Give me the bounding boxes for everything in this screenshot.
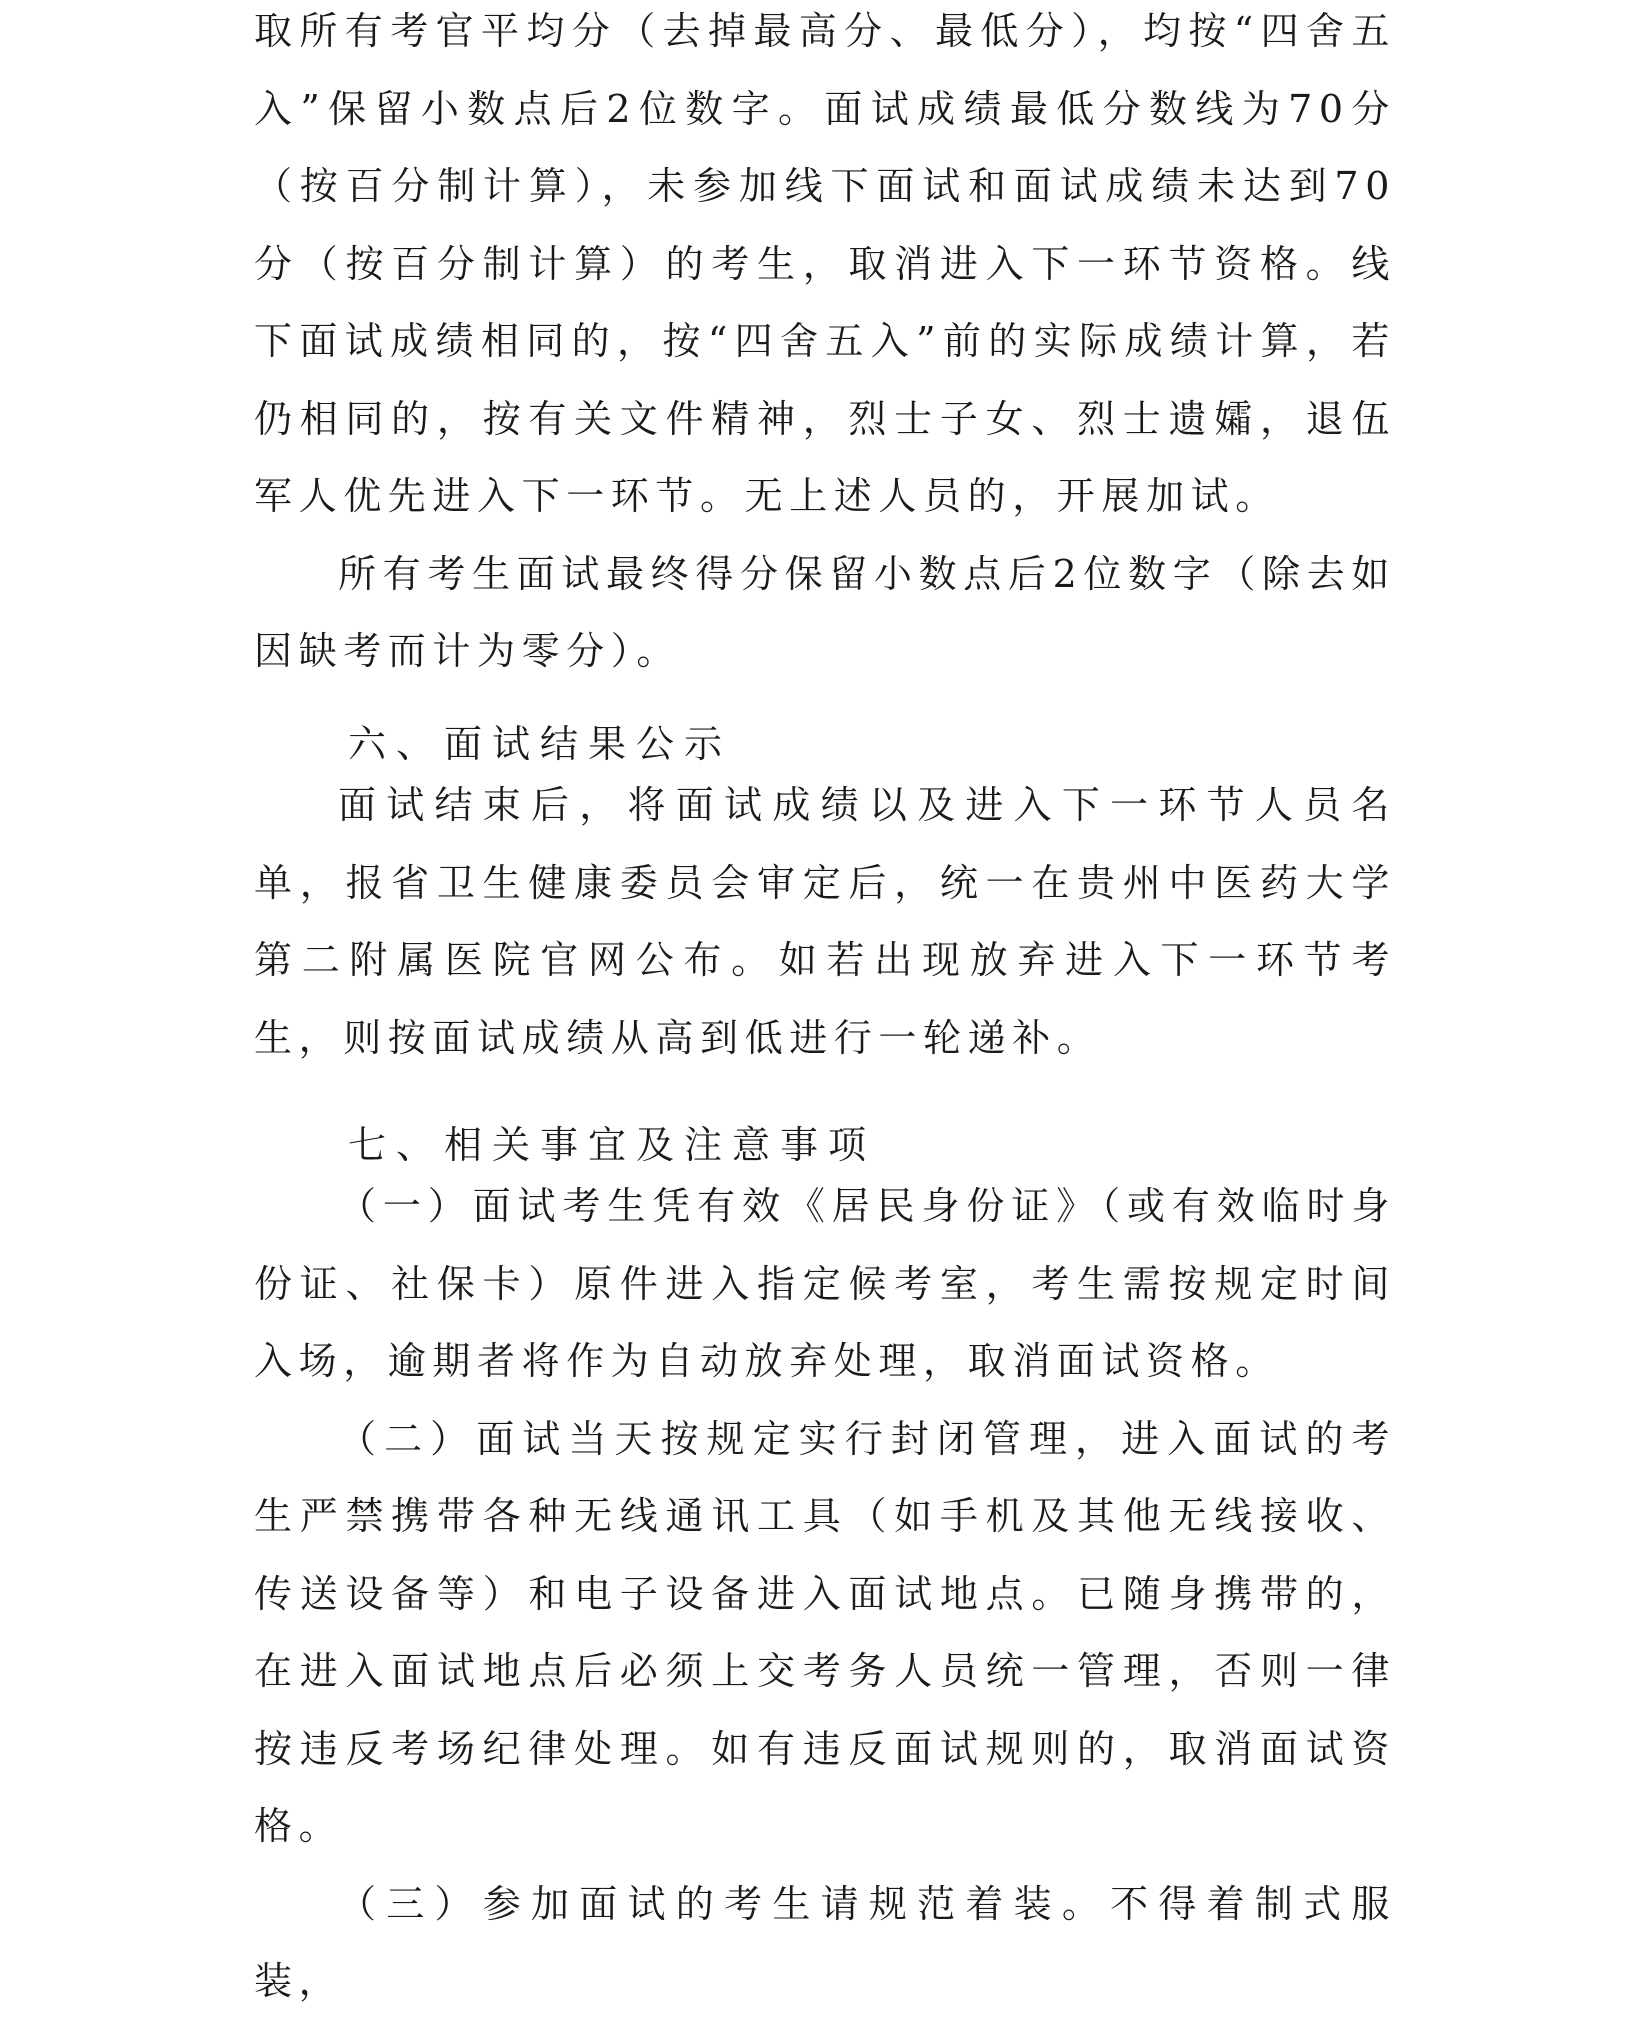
scoring-rules-paragraph-block (254, 0, 1396, 691)
section7-item-2: （二）面试当天按规定实行封闭管理，进入面试的考生严禁携带各种无线通讯工具（如手机及其他无线接收、传送设备等）和电子设备进入面试地点。已随身携带的，在进入面试地点后必须上交考务人员统一管理，否则一律按违反考场纪律处理。如有违反面试规则的，取消面试资格。 (254, 1416, 1396, 1848)
section7-items-block (254, 1168, 1396, 2021)
section7-item-3: （三）参加面试的考生请规范着装。不得着制式服装， (254, 1881, 1396, 2003)
section6-paragraph: 面试结束后，将面试成绩以及进入下一环节人员名单，报省卫生健康委员会审定后，统一在贵州中医药大学第二附属医院官网公布。如若出现放弃进入下一环节考生，则按面试成绩从高到低进行一轮递补。 (254, 783, 1396, 1060)
section6-paragraph-block (254, 767, 1396, 1077)
scoring-rules-paragraph: 取所有考官平均分（去掉最高分、最低分），均按“四舍五入”保留小数点后2位数字。面试成绩最低分数线为70分（按百分制计算），未参加线下面试和面试成绩未达到70分（按百分制计算）的考生，取消进入下一环节资格。线下面试成绩相同的，按“四舍五入”前的实际成绩计算，若仍相同的，按有关文件精神，烈士子女、烈士遗孀，退伍军人优先进入下一环节。无上述人员的，开展加试。 (254, 9, 1396, 518)
section7-heading: 七、相关事宜及注意事项 (348, 1123, 877, 1167)
final-score-paragraph: 所有考生面试最终得分保留小数点后2位数字（除去如因缺考而计为零分）。 (254, 551, 1396, 673)
section6-heading: 六、面试结果公示 (348, 722, 733, 766)
section7-item-1: （一）面试考生凭有效《居民身份证》（或有效临时身份证、社保卡）原件进入指定候考室，考生需按规定时间入场，逾期者将作为自动放弃处理，取消面试资格。 (254, 1184, 1396, 1383)
